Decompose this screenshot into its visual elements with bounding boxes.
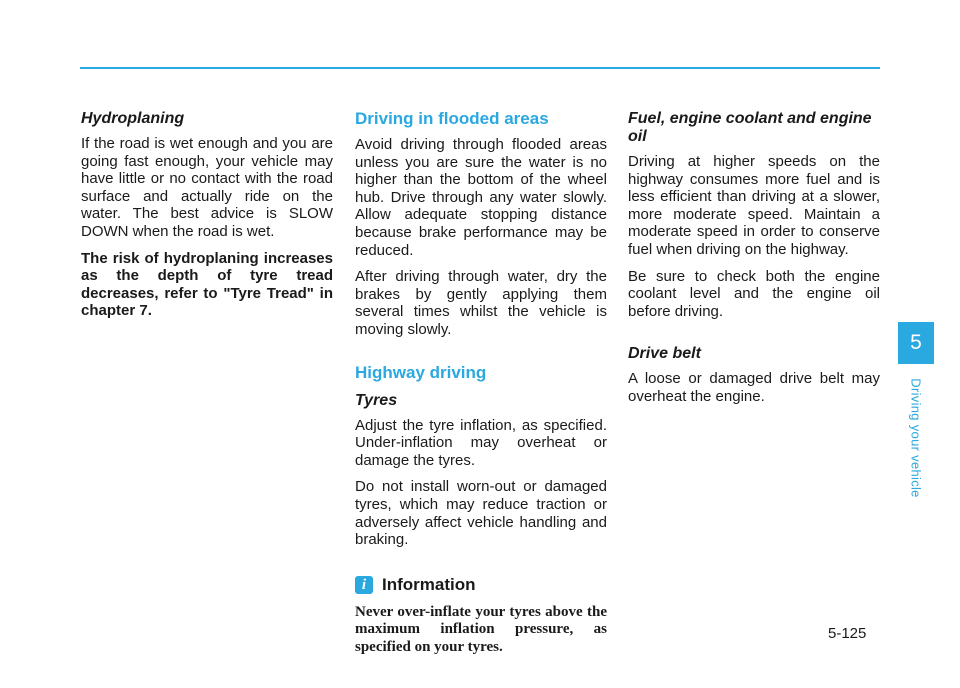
header-rule [80, 67, 880, 69]
chapter-tab: 5 [898, 322, 934, 364]
column-left [81, 108, 333, 329]
flooded-paragraph-2: After driving through water, dry the brakes by gently applying them several times whilst the vehicle is moving slowly. [355, 268, 607, 338]
page-number: 5-125 [828, 625, 867, 642]
column-middle [355, 108, 607, 665]
hydroplaning-paragraph: If the road is wet enough and you are going fast enough, your vehicle may have little or no contact with the road surface and actually ride on the water. The best advice is SLOW DOWN when the road is wet. [81, 135, 333, 240]
drive-belt-heading: Drive belt [628, 345, 701, 363]
hydroplaning-warning: The risk of hydroplaning increases as the depth of tyre tread decreases, refer to "Tyre Tread" in chapter 7. [81, 249, 333, 320]
chapter-title: Driving your vehicle [908, 378, 924, 498]
fuel-heading: Fuel, engine coolant and engine oil [628, 110, 872, 145]
information-text: Never over-inflate your tyres above the maximum inflation pressure, as specified on your tyres. [355, 603, 607, 655]
tyres-heading: Tyres [355, 391, 398, 409]
highway-heading: Highway driving [355, 362, 487, 382]
fuel-paragraph-1: Driving at higher speeds on the highway consumes more fuel and is less efficient than driving at a slower, more moderate speed. Maintain a moderate speed in order to conserve fuel when driving on the highway. [628, 153, 880, 258]
fuel-paragraph-2: Be sure to check both the engine coolant level and the engine oil before driving. [628, 267, 880, 320]
information-header [355, 576, 607, 594]
information-title: Information [382, 574, 476, 594]
tyres-paragraph-2: Do not install worn-out or damaged tyres, which may reduce traction or adversely affect vehicle handling and braking. [355, 478, 607, 549]
column-right [628, 108, 880, 415]
hydroplaning-heading: Hydroplaning [81, 110, 185, 127]
flooded-heading: Driving in flooded areas [355, 109, 549, 128]
drive-belt-paragraph: A loose or damaged drive belt may overheat the engine. [628, 370, 880, 405]
info-icon: i [355, 576, 373, 594]
flooded-paragraph-1: Avoid driving through flooded areas unless you are sure the water is no higher than the bottom of the wheel hub. Drive through any water slowly. Allow adequate stopping distance because brake performance may be reduced. [355, 136, 607, 259]
tyres-paragraph-1: Adjust the tyre inflation, as specified. Under-inflation may overheat or damage the tyres. [355, 416, 607, 469]
